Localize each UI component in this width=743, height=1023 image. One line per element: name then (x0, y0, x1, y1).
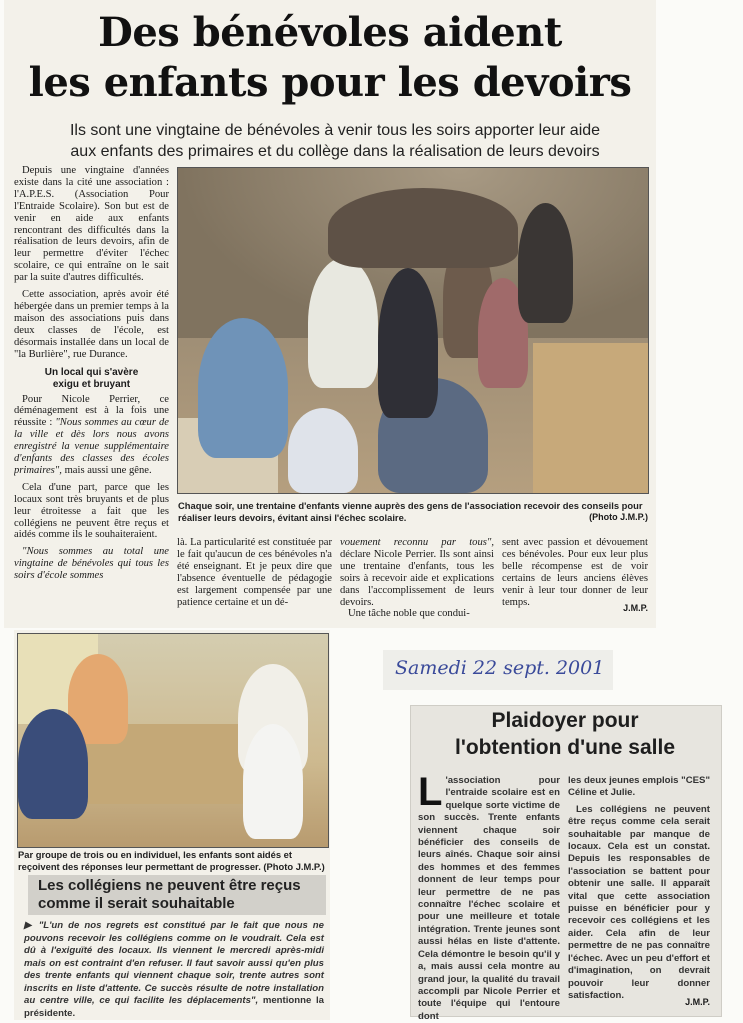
box-signature: J.M.P. (685, 997, 710, 1007)
side-article-quote: "L'un de nos regrets est constitué par le fait que nous ne pouvons recevoir les collégiens comme on le voudrait. Cela est dû à l'exiguïté des locaux. Ils viennent le mercredi après-midi mais on est contraint d'en refuser. Il faut savoir aussi qu'en plus des trente enfants qui viennent chaque soir, trente autres sont inscrits en liste d'attente. Ce succès résulte de notre installation au centre ville, ce qui facilite les déplacements", (24, 920, 324, 1006)
article-column-1 (14, 165, 169, 625)
column-1-paragraph-2: Cette association, après avoir été hébergée dans un premier temps à la maison des associations puis dans deux classes de l'école, est désormais installée dans un local de "la Burlière", rue Durance. (14, 289, 169, 360)
box-column-2 (568, 775, 710, 1006)
bullet-arrow-icon: ▶ (24, 920, 34, 931)
box-title-line-2: l'obtention d'une salle (455, 736, 675, 759)
box-title-line-1: Plaidoyer pour (491, 709, 639, 732)
side-article-body (24, 920, 324, 1020)
box-column-1 (418, 770, 560, 1023)
photo-child (18, 709, 88, 819)
column-3-quote: vouement reconnu par tous", (340, 537, 494, 548)
main-photo-caption: Chaque soir, une trentaine d'enfants vienne auprès des gens de l'association recevoir des conseils pour réaliser leurs devoirs, évitant ainsi l'échec scolaire. (178, 500, 643, 523)
photo-child (288, 408, 358, 493)
side-article-title (38, 877, 323, 913)
p3-quote: "Nous sommes au cœur de la ville et dès lors nous avons enregistré la venue supplémentaire d'enfants des classes des écoles primaires", (14, 417, 169, 476)
side-article-title-line-1: Les collégiens ne peuvent être reçus (38, 877, 301, 894)
headline (0, 8, 660, 108)
column-3-text (340, 537, 494, 608)
column-1-paragraph-5: "Nous sommes au total une vingtaine de bénévoles qui tous les soirs d'école sommes (14, 546, 169, 582)
side-photo-caption-text: Par groupe de trois ou en individuel, les enfants sont aidés et reçoivent des réponses leur permettant de progresser. (18, 849, 293, 872)
p3-intro: Pour Nicole Perrier, ce déménagement est à la fois une réussite : (14, 393, 169, 429)
photo-child (308, 258, 378, 388)
subheadline (20, 120, 650, 162)
p3-end: mais aussi une gêne. (64, 464, 152, 476)
photo-child (378, 268, 438, 418)
subheadline-line-2: aux enfants des primaires et du collège dans la réalisation de leurs devoirs (70, 143, 600, 160)
photo-child (198, 318, 288, 458)
main-photo (177, 167, 649, 494)
drop-cap: L (418, 770, 443, 814)
column-3-text-2: Une tâche noble que condui- (348, 608, 470, 620)
photo-desk-right (533, 343, 648, 493)
side-article-end: mentionne la présidente. (24, 995, 325, 1019)
column-3-body: déclare Nicole Perrier. Ils sont ainsi une trentaine d'enfants, tous les soirs à recevoir aide et explications dans l'accomplissement de leurs devoirs. (340, 548, 494, 608)
column-1-paragraph-4: Cela d'une part, parce que les locaux sont très bruyants et de plus leur étroitesse a fait que les collégiens ne peuvent être reçus et aidés comme ils le souhaiteraient. (14, 481, 169, 541)
subheadline-line-1: Ils sont une vingtaine de bénévoles à venir tous les soirs apporter leur aide (69, 122, 601, 139)
box-column-1-text: 'association pour l'entraide scolaire est en quelque sorte victime de son succès. Trente enfants viennent chaque soir bénéficier des conseils de leurs aînés. Chaque soir ainsi des hommes et des femmes donnent de leur temps pour leur permettre de ne pas connaître l'échec scolaire et pour une meilleure et totale intégration. Trente jeunes sont aussi hélas en liste d'attente. Cela démontre le besoin qu'il y a, mais aussi cela montre au grand jour, la qualité du travail accompli par Nicole Perrier et toute l'équipe qui l'entoure dont (418, 775, 560, 1022)
column-1-subheading-line-1: Un local qui s'avère (44, 366, 139, 378)
column-1-subheading-line-2: exigu et bruyant (52, 378, 131, 390)
column-1-paragraph-3 (14, 394, 169, 477)
article-column-4: sent avec passion et dévouement ces bénévoles. Pour eux leur plus belle récompense est de voir certains de leurs anciens élèves venir à leur tour donner de leur temps. (502, 537, 648, 608)
box-title (410, 707, 720, 761)
side-photo-caption (18, 849, 326, 872)
side-photo-credit: (Photo J.M.P.) (263, 860, 325, 872)
article-signature: J.M.P. (623, 603, 648, 613)
photo-group (328, 188, 518, 268)
date-label (383, 650, 613, 690)
side-article-title-line-2: comme il serait souhaitable (38, 895, 235, 912)
box-column-2-paragraph-2: Les collégiens ne peuvent être reçus comme cela serait souhaitable par manque de locaux. Cela est un constat. Depuis les responsables de l'association se battent pour obtenir une salle. Il apparaît vital que cette association puisse en bénéficier pour y recevoir ces collégiens et les aider. Cela afin de leur permettre de ne pas connaître l'échec. Avec un peu d'effort et d'imagination, on devrait pouvoir leur donner satisfaction. (568, 803, 710, 1001)
headline-line-2: les enfants pour les devoirs (28, 59, 632, 106)
column-1-subheading (14, 367, 169, 391)
side-photo (17, 633, 329, 848)
photo-child (243, 724, 303, 839)
article-column-3 (340, 537, 494, 620)
article-column-2: là. La particularité est constituée par le fait qu'aucun de ces bénévoles n'a été enseignant. Et je peux dire que l'absence éventuelle de pédagogie est largement compensée par une patience certaine et un dé- (177, 537, 332, 608)
column-1-paragraph-1: Depuis une vingtaine d'années existe dans la cité une association : l'A.P.E.S. (Association Pour l'Entraide Scolaire). Son but est de venir en aide aux enfants rencontrant des difficultés dans la réalisation de leurs devoirs, afin de leur permettre d'éviter l'échec scolaire, ce qui entraîne on le sait par la suite d'autres difficultés. (14, 165, 169, 284)
photo-adult (518, 203, 573, 323)
headline-line-1: Des bénévoles aident (98, 9, 562, 56)
main-photo-credit: (Photo J.M.P.) (589, 512, 648, 522)
box-column-2-paragraph-1: les deux jeunes emplois "CES" Céline et Julie. (568, 775, 710, 799)
handwritten-date: Samedi 22 sept. 2001 (395, 657, 605, 679)
